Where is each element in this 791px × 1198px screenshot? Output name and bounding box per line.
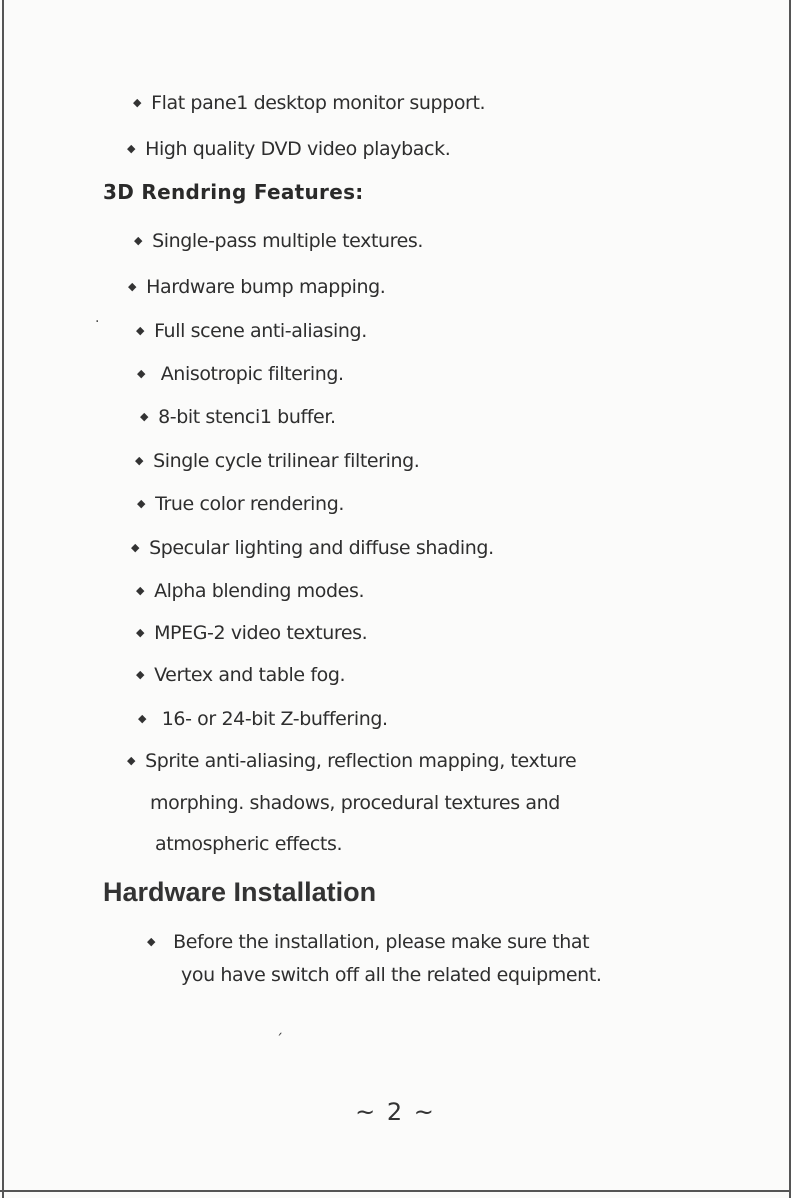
diamond-bullet-icon: ◆ xyxy=(136,626,145,639)
list-item-text: Hardware bump mapping. xyxy=(146,276,386,298)
page-left-border xyxy=(2,0,4,1198)
list-item-text: Sprite anti-aliasing, reflection mapping, texture xyxy=(145,750,577,772)
list-item-text: 16- or 24-bit Z-buffering. xyxy=(156,708,388,730)
diamond-bullet-icon: ◆ xyxy=(136,324,145,337)
list-item xyxy=(131,535,494,561)
list-item xyxy=(128,274,385,300)
diamond-bullet-icon: ◆ xyxy=(138,712,147,725)
diamond-bullet-icon: ◆ xyxy=(137,367,146,380)
list-item xyxy=(127,136,450,162)
list-item xyxy=(137,361,344,387)
list-item xyxy=(135,448,419,474)
diamond-bullet-icon: ◆ xyxy=(135,454,144,467)
list-item-continuation: you have switch off all the related equipment. xyxy=(181,964,602,986)
list-item-text: True color rendering. xyxy=(155,493,344,515)
list-item-text: Full scene anti-aliasing. xyxy=(154,320,367,342)
diamond-bullet-icon: ◆ xyxy=(131,541,140,554)
list-item-text: High quality DVD video playback. xyxy=(145,138,451,160)
diamond-bullet-icon: ◆ xyxy=(136,584,145,597)
list-item-text: Before the installation, please make sure that xyxy=(173,931,590,953)
diamond-bullet-icon: ◆ xyxy=(147,935,156,948)
list-item-text: Anisotropic filtering. xyxy=(155,363,344,385)
scan-speck: ˏ xyxy=(276,1020,283,1036)
diamond-bullet-icon: ◆ xyxy=(133,96,142,109)
scan-speck: · xyxy=(95,314,100,330)
list-item-text: MPEG-2 video textures. xyxy=(154,622,368,644)
list-item-text: 8-bit stenci1 buffer. xyxy=(158,406,336,428)
list-item-text: Single cycle trilinear filtering. xyxy=(153,450,420,472)
list-item xyxy=(136,318,367,344)
page-number: ~ 2 ~ xyxy=(355,1098,436,1126)
list-item xyxy=(147,929,589,955)
diamond-bullet-icon: ◆ xyxy=(140,410,149,423)
list-item xyxy=(136,578,364,604)
list-item-text: Single-pass multiple textures. xyxy=(152,230,424,252)
list-item xyxy=(136,662,345,688)
list-item xyxy=(140,404,336,430)
diamond-bullet-icon: ◆ xyxy=(137,497,146,510)
list-item xyxy=(134,228,423,254)
list-item xyxy=(136,620,367,646)
diamond-bullet-icon: ◆ xyxy=(127,142,136,155)
diamond-bullet-icon: ◆ xyxy=(136,668,145,681)
diamond-bullet-icon: ◆ xyxy=(127,754,136,767)
section-heading-3d-features: 3D Rendring Features: xyxy=(103,180,364,204)
list-item xyxy=(127,748,576,774)
list-item-continuation: morphing. shadows, procedural textures and xyxy=(150,792,560,814)
section-heading-hardware-installation: Hardware Installation xyxy=(103,877,377,907)
list-item xyxy=(137,491,344,517)
list-item-continuation: atmospheric effects. xyxy=(155,833,343,855)
list-item xyxy=(133,90,485,116)
diamond-bullet-icon: ◆ xyxy=(128,280,137,293)
list-item-text: Alpha blending modes. xyxy=(154,580,365,602)
page-bottom-border xyxy=(0,1190,791,1192)
list-item-text: Flat pane1 desktop monitor support. xyxy=(151,92,486,114)
list-item-text: Specular lighting and diffuse shading. xyxy=(149,537,494,559)
diamond-bullet-icon: ◆ xyxy=(134,234,143,247)
list-item-text: Vertex and table fog. xyxy=(154,664,346,686)
list-item xyxy=(138,706,388,732)
